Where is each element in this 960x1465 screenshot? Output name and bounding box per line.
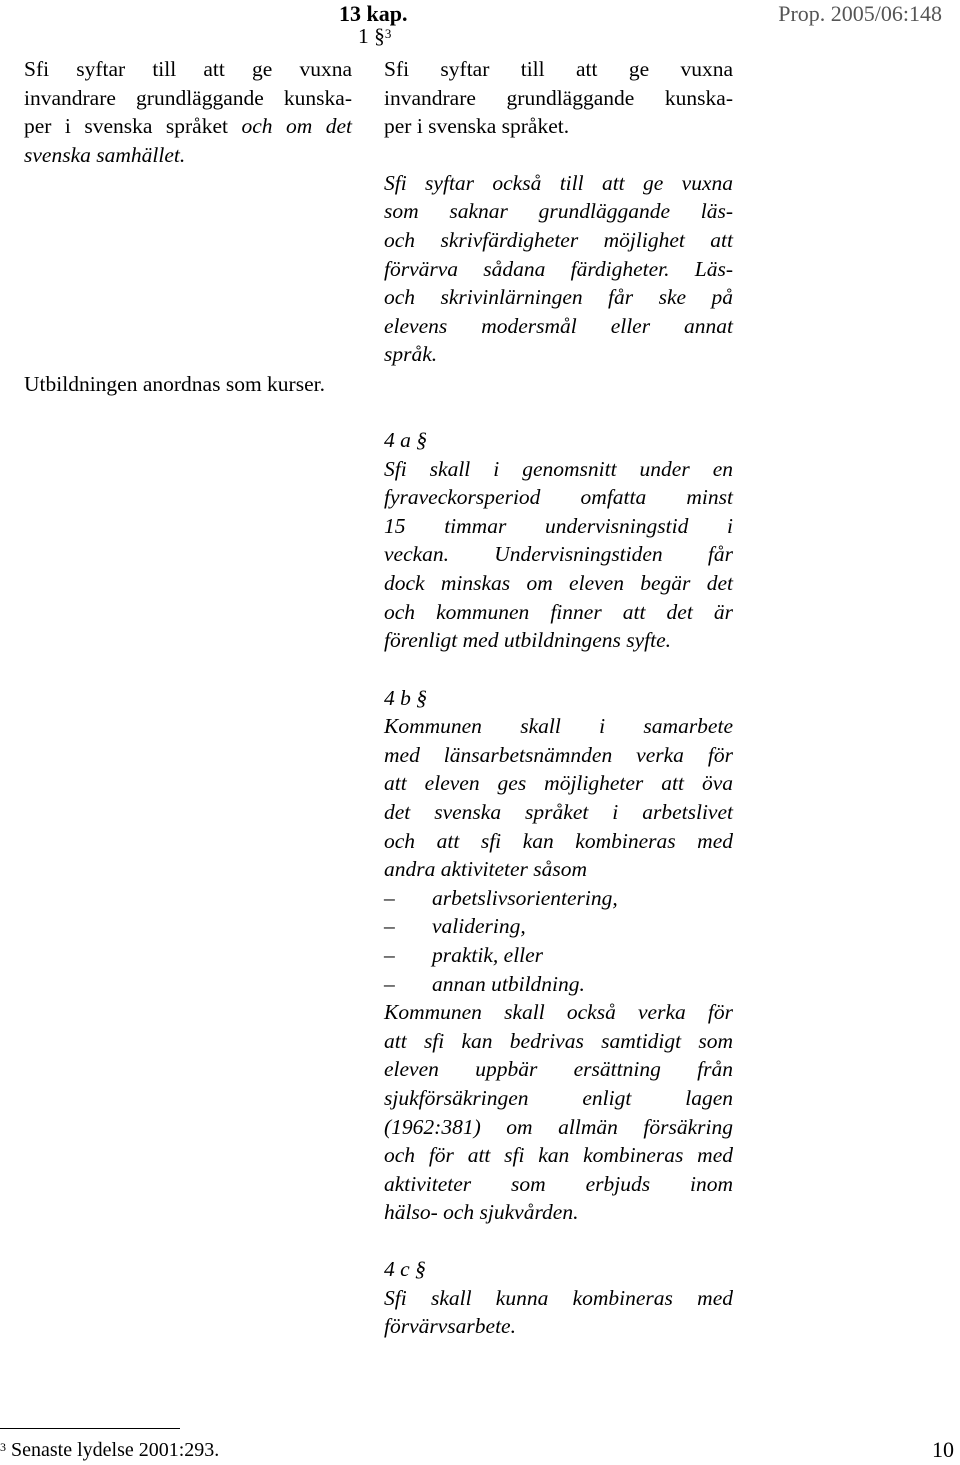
text-line: fyraveckorsperiod omfatta minst (384, 485, 733, 510)
dash-bullet-icon: – (384, 885, 395, 910)
list-item-text: annan utbildning. (432, 971, 585, 996)
text-line: som saknar grundläggande läs- (384, 199, 733, 224)
text-line: aktiviteter som erbjuds inom (384, 1171, 733, 1196)
text-line: och skrivfärdigheter möjlighet att (384, 227, 733, 252)
section-4b-heading: 4 b § (384, 685, 427, 710)
text-line: Kommunen skall i samarbete (384, 714, 733, 739)
footnote-ref: 3 (384, 26, 392, 41)
left-final-sentence: Utbildningen anordnas som kurser. (24, 372, 325, 396)
proposition-number: Prop. 2005/06:148 (778, 1, 942, 26)
section-4b (384, 684, 733, 1227)
section-4c (384, 1255, 733, 1341)
text-line: och kommunen finner att det är (384, 599, 733, 624)
text-line: invandrare grundläggande kunska- (384, 85, 733, 110)
text-line: Sfi skall i genomsnitt under en (384, 456, 733, 481)
list-item-text: praktik, eller (432, 943, 544, 968)
text-line: språk. (384, 342, 438, 367)
text-line: elevens modersmål eller annat (384, 313, 733, 338)
list-item (384, 912, 733, 941)
section-4c-heading: 4 c § (384, 1256, 426, 1281)
text-line: Kommunen skall också verka för (384, 1000, 733, 1025)
text-line: att sfi kan bedrivas samtidigt som (384, 1028, 733, 1053)
text-line: förvärvsarbete. (384, 1314, 516, 1339)
text-line: förenligt med utbildningens syfte. (384, 628, 672, 653)
footnote-number: 3 (0, 1440, 6, 1454)
text-line: andra aktiviteter såsom (384, 857, 588, 882)
text-line: eleven uppbär ersättning från (384, 1057, 733, 1082)
text-line: det svenska språket i arbetslivet (384, 800, 733, 825)
section-4a-heading: 4 a § (384, 427, 427, 452)
proposed-wording-column (384, 55, 733, 1341)
footnote-text: Senaste lydelse 2001:293. (11, 1439, 220, 1461)
text-line: förvärva sådana färdigheter. Läs- (384, 256, 733, 281)
left-line (24, 112, 352, 141)
left-line-text: per i svenska språket och om det (24, 114, 352, 139)
list-item (384, 970, 733, 999)
text-line: dock minskas om eleven begär det (384, 570, 733, 595)
text-line: och för att sfi kan kombineras med (384, 1143, 733, 1168)
text-line: med länsarbetsnämnden verka för (384, 742, 733, 767)
dash-bullet-icon: – (384, 914, 395, 939)
list-item (384, 941, 733, 970)
left-line: Sfi syftar till att ge vuxna (24, 57, 352, 81)
text-line: att eleven ges möjligheter att öva (384, 771, 733, 796)
text-line: per i svenska språket. (384, 114, 570, 139)
list-item-text: arbetslivsorientering, (432, 885, 618, 910)
page-number: 10 (932, 1437, 954, 1462)
section-4a (384, 426, 733, 655)
text-line: sjukförsäkringen enligt lagen (384, 1086, 733, 1110)
text-line: hälso- och sjukvården. (384, 1200, 579, 1225)
text-line: 15 timmar undervisningstid i (384, 513, 733, 538)
current-wording-column (24, 55, 352, 169)
text-line: och skrivinlärningen får ske på (384, 285, 733, 310)
section-heading-1 (358, 22, 391, 51)
footnote (0, 1436, 219, 1465)
paragraph-1 (384, 55, 733, 141)
dash-bullet-icon: – (384, 943, 395, 968)
chapter-heading: 13 kap. (339, 1, 408, 26)
footnote-rule (0, 1428, 180, 1429)
text-line: Sfi syftar till att ge vuxna (384, 57, 733, 81)
text-line: Sfi syftar också till att ge vuxna (384, 170, 733, 195)
text-line: och att sfi kan kombineras med (384, 828, 733, 853)
section-label: 1 § (358, 24, 385, 48)
text-line: Sfi skall kunna kombineras med (384, 1285, 733, 1310)
dash-bullet-icon: – (384, 971, 395, 996)
list-item-text: validering, (432, 914, 526, 939)
text-line: veckan. Undervisningstiden får (384, 542, 733, 567)
paragraph-2 (384, 169, 733, 369)
text-line: (1962:381) om allmän försäkring (384, 1114, 733, 1139)
left-line: invandrare grundläggande kunska- (24, 85, 352, 110)
left-line: svenska samhället. (24, 142, 186, 167)
list-item (384, 884, 733, 913)
